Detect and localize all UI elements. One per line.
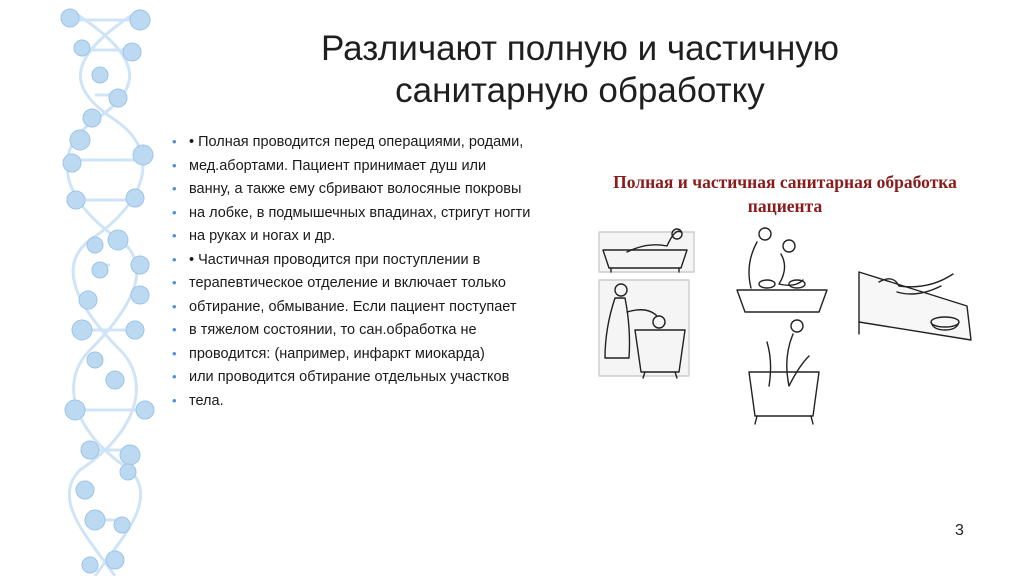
bullet-text: тела.: [189, 392, 224, 409]
bullet-text: терапевтическое отделение и включает только: [189, 275, 506, 291]
patient-care-icon: [737, 228, 827, 312]
bullet-text: на руках и ногах и др.: [189, 228, 336, 244]
bathtub-icon: [599, 229, 694, 272]
bullet-text: обтирание, обмывание. Если пациент поступает: [189, 298, 517, 315]
list-item: [170, 299, 575, 316]
illustration-caption: Полная и частичная санитарная обработка пациента: [613, 172, 957, 216]
list-item: [170, 393, 575, 410]
bullet-marker: •: [172, 251, 177, 267]
bullet-marker: •: [172, 322, 177, 337]
bathtub-icon: [749, 320, 819, 424]
slide-title: Различают полную и частичную санитарную обработку: [320, 29, 840, 110]
bullet-marker: •: [172, 204, 177, 220]
bullet-text: • Полная проводится перед операциями, родами,: [189, 134, 524, 150]
bullet-marker: •: [172, 345, 177, 361]
list-item: [170, 275, 575, 292]
bullet-text: проводится: (например, инфаркт миокарда): [189, 345, 485, 362]
list-item: [170, 205, 575, 222]
bullet-marker: •: [172, 157, 177, 173]
bullet-marker: •: [172, 134, 177, 149]
dna-helix-icon: [0, 0, 180, 576]
bullet-marker: •: [172, 298, 177, 314]
list-item: [170, 181, 575, 198]
bullet-text: мед.абортами. Пациент принимает душ или: [189, 157, 487, 174]
bullet-text: • Частичная проводится при поступлении в: [189, 251, 481, 268]
bullet-marker: •: [172, 181, 177, 196]
list-item: [170, 346, 575, 363]
list-item: [170, 369, 575, 386]
page-number: 3: [955, 522, 964, 539]
sanitary-treatment-illustration: [597, 222, 977, 428]
bullet-text: на лобке, в подмышечных впадинах, стригут ногти: [189, 204, 531, 221]
bullet-marker: •: [172, 392, 177, 408]
bullet-text: или проводится обтирание отдельных участков: [189, 369, 510, 385]
bullet-text: ванну, а также ему сбривают волосяные покровы: [189, 181, 522, 197]
bed-icon: [859, 272, 971, 340]
list-item: [170, 158, 575, 175]
list-item: [170, 228, 575, 245]
shower-icon: [599, 280, 689, 378]
list-item: [170, 322, 575, 339]
bullet-marker: •: [172, 228, 177, 243]
list-item: [170, 252, 575, 269]
bullet-marker: •: [172, 275, 177, 290]
list-item: [170, 134, 575, 151]
bullet-marker: •: [172, 369, 177, 384]
bullet-text: в тяжелом состоянии, то сан.обработка не: [189, 322, 477, 338]
bullet-list: [170, 134, 575, 416]
